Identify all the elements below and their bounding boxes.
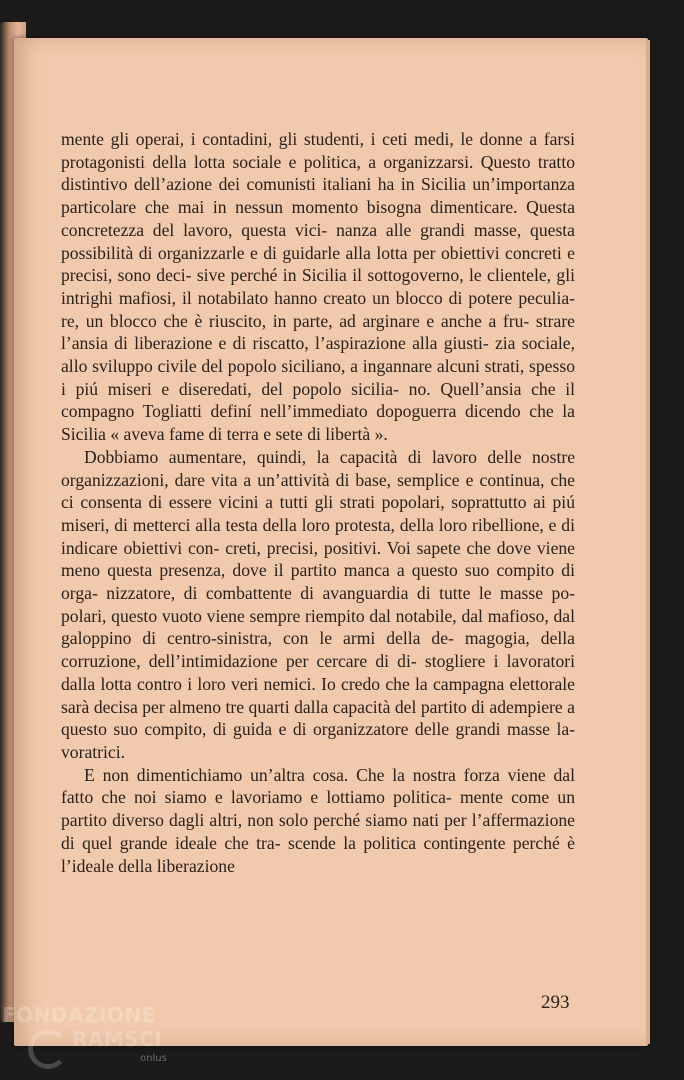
text-line: nostre organizzazioni, dare vita a un’attività di base, semplice bbox=[61, 446, 575, 490]
text-line: nanza alle grandi masse, questa possibilità di organizzarle e bbox=[61, 219, 575, 263]
text-line: di guidarle alla lotta per obiettivi concreti e precisi, sono deci- bbox=[61, 242, 575, 286]
text-line: quarti dalla capacità del partito di adempiere a questo suo bbox=[61, 696, 575, 740]
text-line: stogliere i lavoratori dalla lotta contro i loro veri nemici. Io bbox=[61, 651, 575, 694]
text-line: compito, di guida e di organizzatore delle grandi masse la- bbox=[144, 719, 576, 740]
text-line: credo che la campagna elettorale sarà decisa per almeno tre bbox=[61, 673, 575, 717]
text-line: siamo nati per l’affermazione di quel grande ideale che tra- bbox=[61, 810, 575, 853]
text-line: bisogna dimenticare. Questa concretezza del lavoro, questa vici- bbox=[61, 197, 576, 240]
watermark-line2: RAMSCI bbox=[72, 1027, 163, 1051]
watermark-g-icon bbox=[28, 1029, 68, 1069]
text-line: a farsi protagonisti della lotta sociale e politica, a organizzarsi. bbox=[61, 129, 575, 172]
text-line: E non dimentichiamo un’altra cosa. Che la nostra forza bbox=[84, 764, 508, 785]
paragraph-1 bbox=[61, 128, 575, 446]
paragraph-3 bbox=[61, 764, 575, 878]
page-text bbox=[61, 128, 575, 877]
text-line: Dobbiamo aumentare, quindi, la capacità di lavoro delle bbox=[84, 446, 532, 467]
text-line: in Sicilia un’importanza particolare che mai in nessun momento bbox=[61, 174, 575, 218]
text-line: e continua, che ci consenta di essere vicini a tutti gli strati bbox=[61, 469, 575, 513]
text-line: mente gli operai, i contadini, gli studenti, i ceti medi, le donne bbox=[61, 129, 530, 149]
text-line: popolari, soprattutto ai piú miseri, di metterci alla testa della bbox=[61, 492, 575, 535]
text-line: viene dal fatto che noi siamo e lavoriamo e lottiamo politica- bbox=[61, 764, 575, 808]
watermark-line1: FONDAZIONE bbox=[2, 1003, 156, 1027]
watermark-logo bbox=[2, 1003, 182, 1075]
watermark-suffix: onlus bbox=[140, 1053, 167, 1064]
page-number: 293 bbox=[541, 992, 570, 1013]
text-line: nizzatore, di combattente di avanguardia di tutte le masse po- bbox=[106, 583, 575, 604]
text-line: sive perché in Sicilia il sottogoverno, le clientele, gli intrighi bbox=[61, 265, 575, 308]
text-line: alcuni strati, spesso i piú miseri e diseredati, del popolo sicilia- bbox=[61, 356, 575, 399]
text-line: voratrici. bbox=[61, 741, 125, 762]
text-line: Questo tratto distintivo dell’azione dei comunisti italiani ha bbox=[61, 151, 576, 195]
text-line: magogia, della corruzione, dell’intimidazione per cercare di di- bbox=[61, 628, 575, 672]
text-line: creti, precisi, positivi. Voi sapete che dove viene meno questa bbox=[61, 537, 575, 581]
text-line: no. Quell’ansia che il compagno Togliatti definí nell’immediato bbox=[61, 378, 576, 422]
text-line: di libertà ». bbox=[307, 424, 388, 445]
text-line: presenza, dove il partito manca a questo suo compito di orga- bbox=[61, 560, 575, 604]
text-line: zia sociale, allo sviluppo civile del popolo siciliano, a ingannare bbox=[61, 333, 575, 377]
text-line: loro protesta, della loro ribellione, e di indicare obiettivi con- bbox=[61, 514, 575, 558]
text-line: mente come un partito diverso dagli altri, non solo perché bbox=[61, 787, 575, 831]
paragraph-2 bbox=[61, 446, 575, 764]
text-line: polari, questo vuoto viene sempre riempito dal notabile, dal bbox=[61, 605, 488, 626]
text-line: dopoguerra dicendo che la Sicilia « aveva fame di terra e sete bbox=[61, 401, 575, 445]
text-line: scende la politica contingente perché è l’ideale della liberazione bbox=[61, 832, 575, 876]
text-line: strare l’ansia di liberazione e di riscatto, l’aspirazione alla giusti- bbox=[61, 310, 575, 354]
page-fore-edge bbox=[646, 40, 650, 1044]
text-line: re, un blocco che è riuscito, in parte, ad arginare e anche a fru- bbox=[61, 310, 536, 331]
text-line: mafioso, dal galoppino di centro-sinistra, con le armi della de- bbox=[61, 605, 576, 649]
text-line: mafiosi, il notabilato hanno creato un blocco di potere peculia- bbox=[118, 287, 576, 308]
